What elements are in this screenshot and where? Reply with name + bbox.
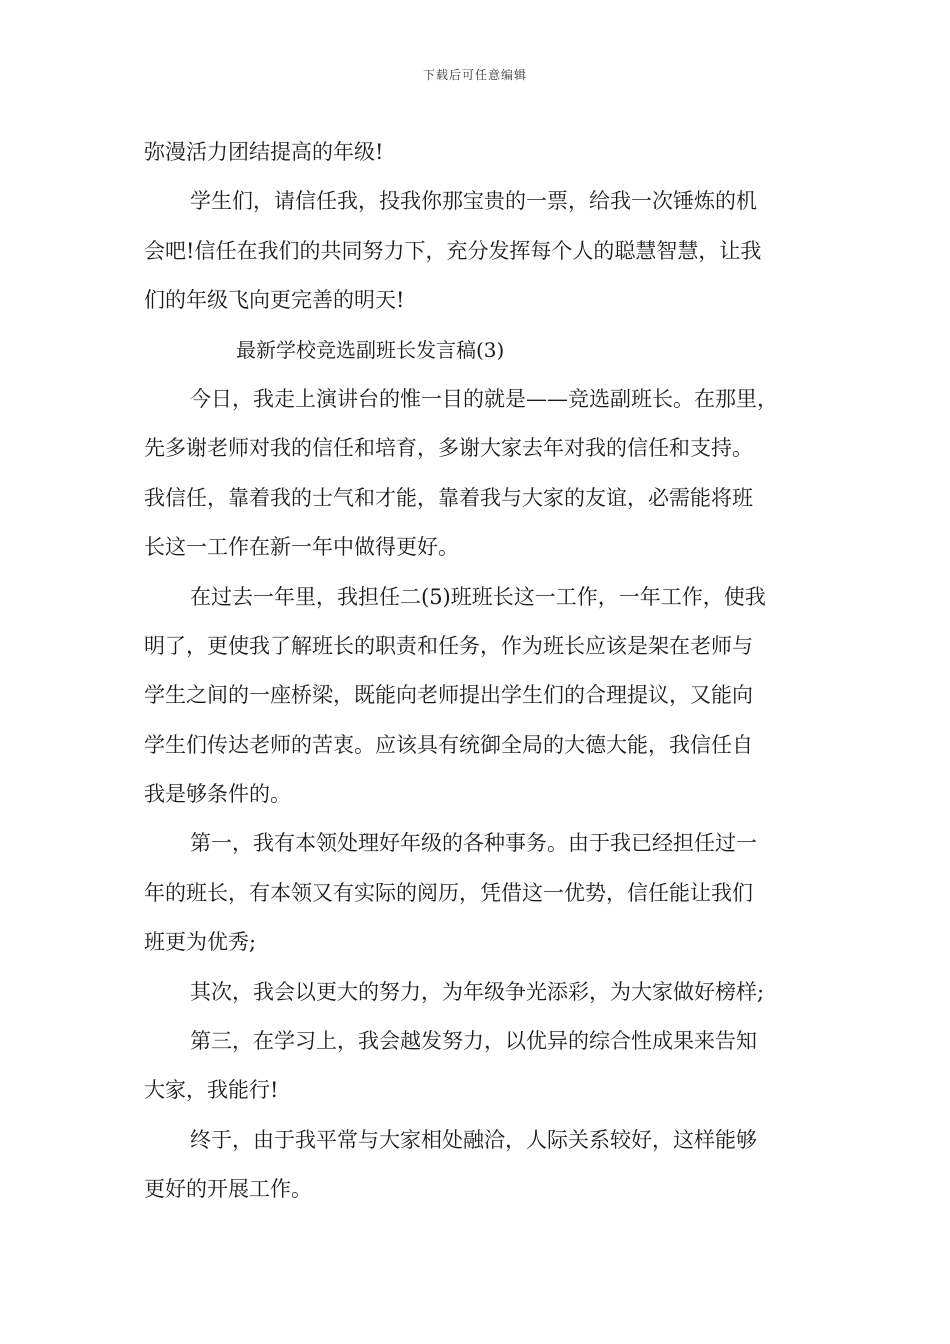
text-line: 其次，我会以更大的努力，为年级争光添彩，为大家做好榜样; [190,979,765,1004]
section-title: 最新学校竞选副班长发言稿(3) [236,337,505,362]
text-line: 今日，我走上演讲台的惟一目的就是——竞选副班长。在那里， [190,386,778,411]
text-line: 长这一工作在新一年中做得更好。 [144,535,459,560]
text-line: 第一，我有本领处理好年级的各种事务。由于我已经担任过一 [190,831,757,856]
text-line: 在过去一年里，我担任二(5)班班长这一工作，一年工作，使我 [190,584,766,609]
text-line: 终于，由于我平常与大家相处融洽，人际关系较好，这样能够 [190,1127,757,1152]
text-line: 学生之间的一座桥梁，既能向老师提出学生们的合理提议，又能向 [144,683,753,708]
text-line: 明了，更使我了解班长的职责和任务，作为班长应该是架在老师与 [144,633,753,658]
text-line: 学生们传达老师的苦衷。应该具有统御全局的大德大能，我信任自 [144,732,753,757]
text-line: 先多谢老师对我的信任和培育，多谢大家去年对我的信任和支持。 [144,436,753,461]
text-line: 会吧!信任在我们的共同努力下，充分发挥每个人的聪慧智慧，让我 [144,238,762,263]
text-line: 班更为优秀; [144,930,257,955]
document-body [144,128,806,1215]
text-line: 我是够条件的。 [144,782,291,807]
page-header-note: 下载后可任意编辑 [422,68,527,82]
text-line: 弥漫活力团结提高的年级! [144,140,384,164]
text-line: 更好的开展工作。 [144,1177,312,1202]
text-line: 年的班长，有本领又有实际的阅历，凭借这一优势，信任能让我们 [144,880,753,905]
text-line: 我信任，靠着我的士气和才能，靠着我与大家的友谊，必需能将班 [144,485,753,510]
text-line: 第三，在学习上，我会越发努力，以优异的综合性成果来告知 [190,1029,757,1054]
text-line: 学生们，请信任我，投我你那宝贵的一票，给我一次锤炼的机 [190,189,757,214]
text-line: 大家，我能行! [144,1078,279,1103]
text-line: 们的年级飞向更完善的明天! [144,288,405,313]
